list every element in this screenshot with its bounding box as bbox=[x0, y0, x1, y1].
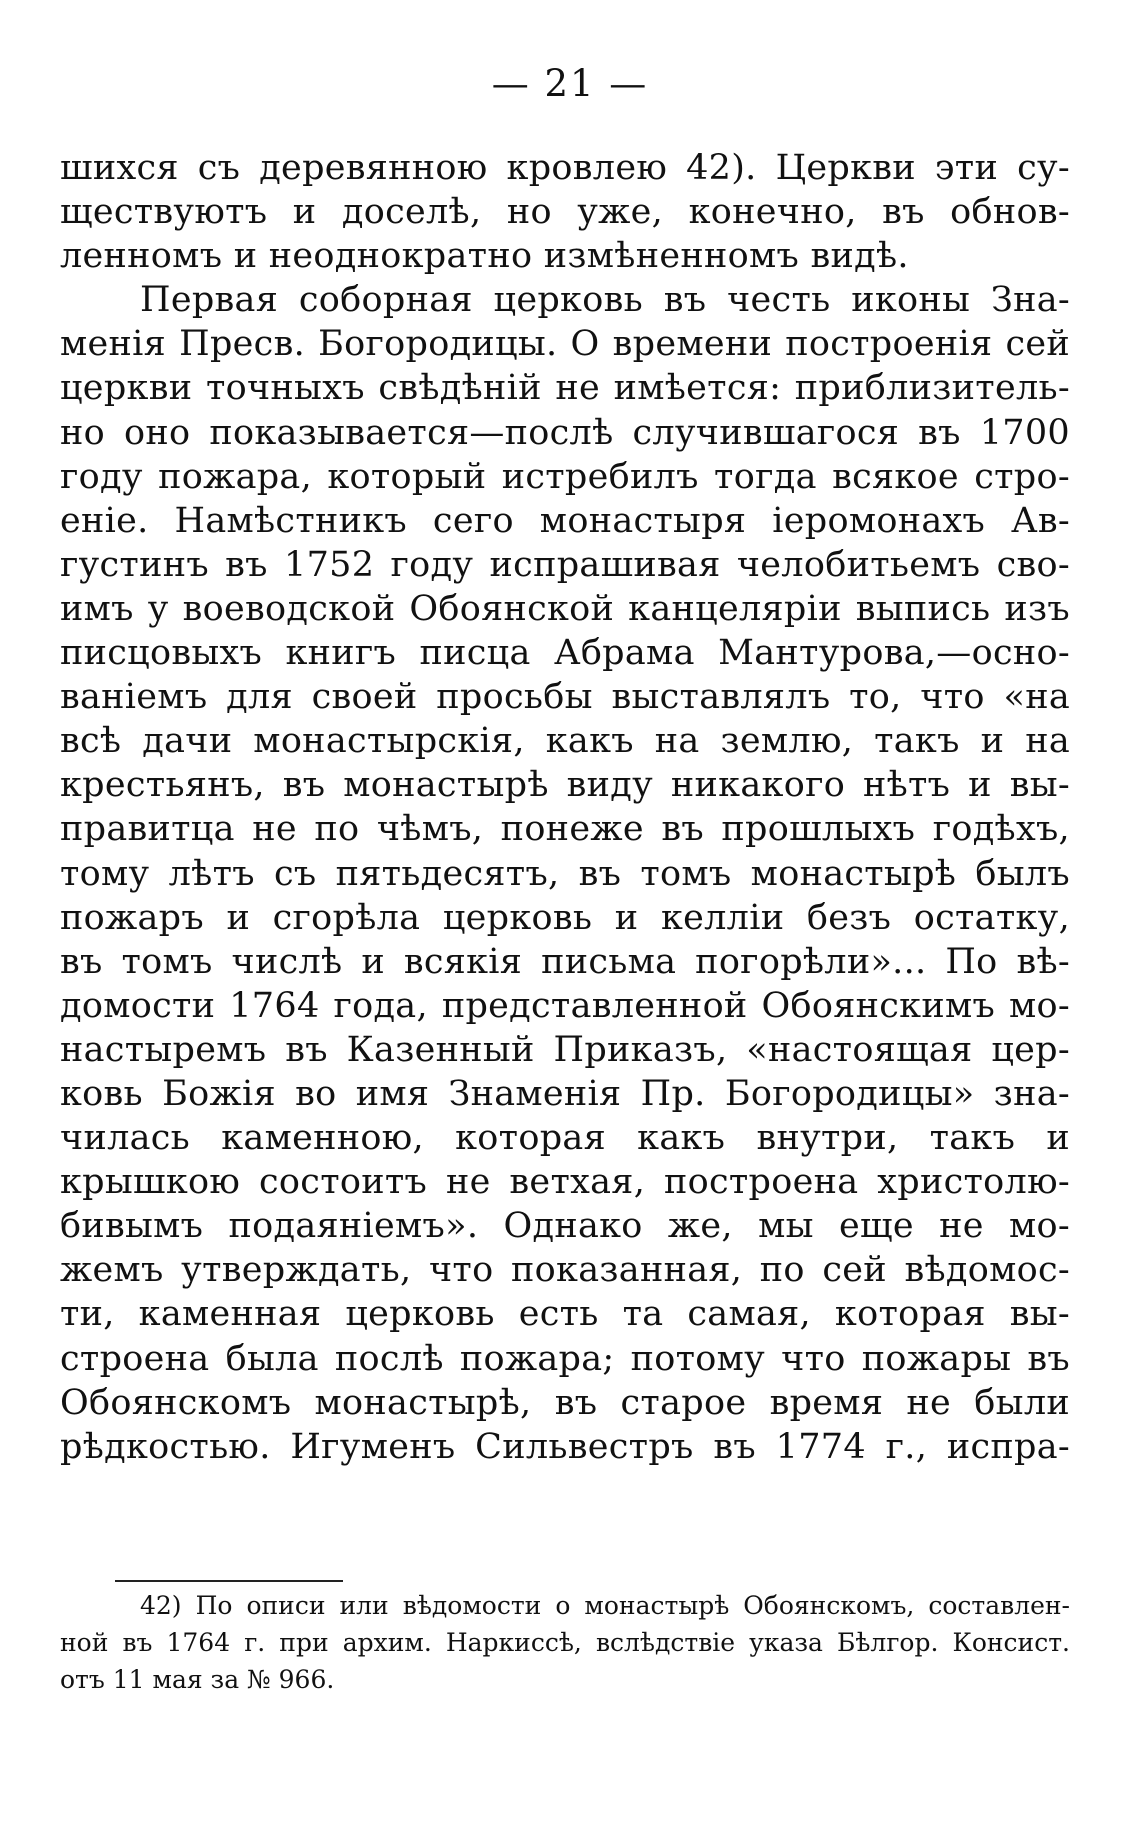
text-line: чилась каменною, которая какъ внутри, такъ и bbox=[60, 1118, 1070, 1159]
text-line: имъ у воеводской Обоянской канцеляріи выпись изъ bbox=[60, 588, 1070, 629]
text-line: менія Пресв. Богородицы. О времени построенія сей bbox=[60, 324, 1070, 365]
text-line: настыремъ въ Казенный Приказъ, «настоящая цер- bbox=[60, 1029, 1070, 1070]
text-line: крышкою состоитъ не ветхая, построена христолю- bbox=[60, 1162, 1070, 1203]
text-line: ваніемъ для своей просьбы выставлялъ то, что «на bbox=[60, 677, 1070, 718]
text-line: году пожара, который истребилъ тогда всякое стро- bbox=[60, 456, 1070, 497]
text-line: но оно показывается—послѣ случившагося въ 1700 bbox=[60, 412, 1070, 453]
text-line: правитца не по чѣмъ, понеже въ прошлыхъ годѣхъ, bbox=[60, 809, 1070, 850]
text-line: Первая соборная церковь въ честь иконы Зна- bbox=[140, 280, 1070, 321]
footnote-divider bbox=[115, 1580, 343, 1582]
page-number: — 21 — bbox=[491, 62, 649, 105]
text-line: еніе. Намѣстникъ сего монастыря іеромонахъ Ав- bbox=[60, 500, 1070, 541]
text-line: шихся съ деревянною кровлею 42). Церкви эти су- bbox=[60, 148, 1070, 188]
text-line: крестьянъ, въ монастырѣ виду никакого нѣтъ и вы- bbox=[60, 765, 1070, 806]
text-line: ленномъ и неоднократно измѣненномъ видѣ. bbox=[60, 236, 909, 277]
text-line: тому лѣтъ съ пятьдесятъ, въ томъ монастырѣ былъ bbox=[60, 853, 1070, 894]
footnote-line: ной въ 1764 г. при архим. Наркиссѣ, вслѣдствіе указа Бѣлгор. Консист. bbox=[60, 1628, 1070, 1657]
text-line: церкви точныхъ свѣдѣній не имѣется: приблизитель- bbox=[60, 368, 1070, 409]
footnote bbox=[60, 1587, 1070, 1698]
text-line: пожаръ и сгорѣла церковь и келліи безъ остатку, bbox=[60, 897, 1070, 938]
text-line: ковь Божія во имя Знаменія Пр. Богородицы» зна- bbox=[60, 1073, 1070, 1114]
text-line: густинъ въ 1752 году испрашивая челобитьемъ сво- bbox=[60, 544, 1070, 585]
text-line: въ томъ числѣ и всякія письма погорѣли»... По вѣ- bbox=[60, 941, 1070, 982]
text-line: жемъ утверждать, что показанная, по сей вѣдомос- bbox=[60, 1250, 1070, 1291]
text-line: всѣ дачи монастырскія, какъ на землю, такъ и на bbox=[60, 721, 1070, 762]
text-line: ти, каменная церковь есть та самая, которая вы- bbox=[60, 1294, 1070, 1335]
text-line: Обоянскомъ монастырѣ, въ старое время не были bbox=[60, 1382, 1070, 1423]
text-line: бивымъ подаяніемъ». Однако же, мы еще не мо- bbox=[60, 1206, 1070, 1247]
text-line: писцовыхъ книгъ писца Абрама Мантурова,—осно- bbox=[60, 633, 1070, 674]
text-line: домости 1764 года, представленной Обоянскимъ мо- bbox=[60, 985, 1070, 1026]
footnote-line: отъ 11 мая за № 966. bbox=[60, 1665, 335, 1694]
body-text bbox=[60, 146, 1070, 1469]
text-line: строена была послѣ пожара; потому что пожары въ bbox=[60, 1338, 1070, 1379]
text-line: ществуютъ и доселѣ, но уже, конечно, въ обнов- bbox=[60, 192, 1070, 233]
text-line: рѣдкостью. Игуменъ Сильвестръ въ 1774 г., испра- bbox=[60, 1426, 1070, 1467]
footnote-line: 42) По описи или вѣдомости о монастырѣ Обоянскомъ, составлен- bbox=[140, 1591, 1070, 1620]
